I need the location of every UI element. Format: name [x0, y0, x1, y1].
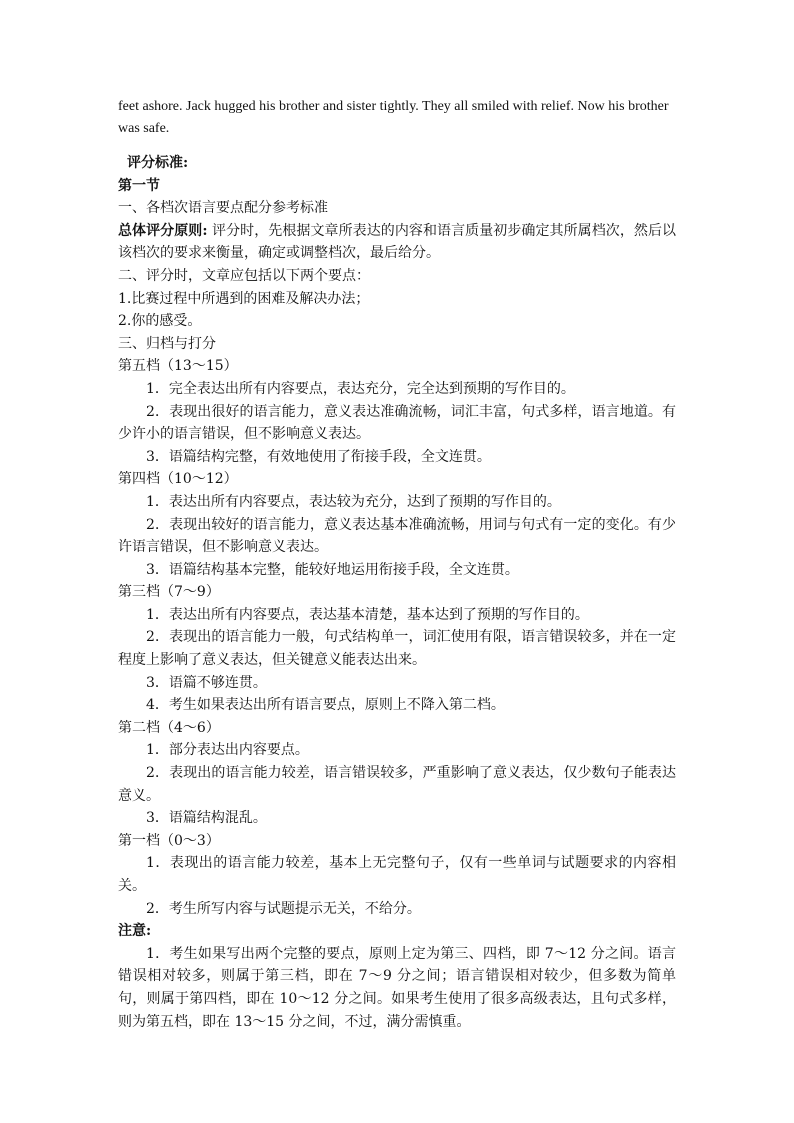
grade-item: 2．考生所写内容与试题提示无关，不给分。 [146, 900, 421, 917]
grade-item: 3．语篇结构混乱。 [146, 810, 267, 827]
grade-item: 2．表现出较好的语言能力，意义表达基本准确流畅，用词与句式有一定的变化。有少许语言错误，但不影响意义表达。 [118, 516, 676, 556]
heading-2: 二、评分时，文章应包括以下两个要点： [118, 267, 370, 284]
grade-item: 1．表达出所有内容要点，表达较为充分，达到了预期的写作目的。 [146, 493, 561, 510]
passage-text [118, 96, 676, 140]
grade-item: 1．部分表达出内容要点。 [146, 742, 309, 759]
grade-item: 3．语篇结构基本完整，能较好地运用衔接手段，全文连贯。 [146, 561, 519, 578]
grade-item: 2．表现出的语言能力较差，语言错误较多，严重影响了意义表达，仅少数句子能表达意义。 [118, 765, 676, 804]
principle-label: 总体评分原则: [118, 222, 208, 239]
section-title: 第一节 [118, 177, 160, 194]
passage-line-2: was safe. [118, 121, 170, 136]
grade-item: 3．语篇结构完整，有效地使用了衔接手段，全文连贯。 [146, 448, 491, 465]
grade-item: 2．表现出很好的语言能力，意义表达准确流畅，词汇丰富，句式多样，语言地道。有少许小的语言错误，但不影响意义表达。 [118, 403, 676, 443]
grade-item: 2．表现出的语言能力一般，句式结构单一，词汇使用有限，语言错误较多，并在一定程度上影响了意义表达，但关键意义能表达出来。 [118, 629, 676, 669]
grade-item: 1．表达出所有内容要点，表达基本清楚，基本达到了预期的写作目的。 [146, 606, 589, 623]
principle-paragraph [118, 220, 676, 265]
grade-title: 第四档（10～12） [118, 471, 238, 488]
grade-item: 4．考生如果表达出所有语言要点，原则上不降入第二档。 [146, 697, 505, 714]
passage-line-1: feet ashore. Jack hugged his brother and sister tightly. They all smiled with relief. Now his brother [118, 99, 669, 114]
heading-1: 一、各档次语言要点配分参考标准 [118, 200, 328, 217]
point-2: 2.你的感受。 [118, 313, 202, 330]
criteria-title: 评分标准: [127, 155, 189, 171]
grade-title: 第三档（7～9） [118, 584, 220, 601]
grade-item: 1．完全表达出所有内容要点，表达充分，完全达到预期的写作目的。 [146, 380, 575, 397]
note-label: 注意: [118, 923, 152, 940]
grade-title: 第二档（4～6） [118, 719, 220, 736]
grade-item: 1．表现出的语言能力较差，基本上无完整句子，仅有一些单词与试题要求的内容相关。 [118, 855, 676, 894]
heading-3: 三、归档与打分 [118, 335, 216, 352]
document-page [118, 96, 676, 1033]
grade-title: 第五档（13～15） [118, 358, 238, 375]
point-1: 1.比赛过程中所遇到的困难及解决办法； [118, 290, 370, 307]
principle-text: 评分时，先根据文章所表达的内容和语言质量初步确定其所属档次，然后以该档次的要求来衡量，确定或调整档次，最后给分。 [118, 222, 677, 262]
grade-title: 第一档（0～3） [118, 832, 220, 849]
note-text: 1．考生如果写出两个完整的要点，原则上定为第三、四档，即 7～12 分之间。语言错误相对较多，则属于第三档，即在 7～9 分之间；语言错误相对较少，但多数为简单句，则属于第四档，即在 10～12 分之间。如果考生使用了很多高级表达，且句式多样，则为第五档，即在 13～15 分之间，不过，满分需慎重。 [118, 945, 676, 1030]
grade-item: 3．语篇不够连贯。 [146, 674, 267, 691]
